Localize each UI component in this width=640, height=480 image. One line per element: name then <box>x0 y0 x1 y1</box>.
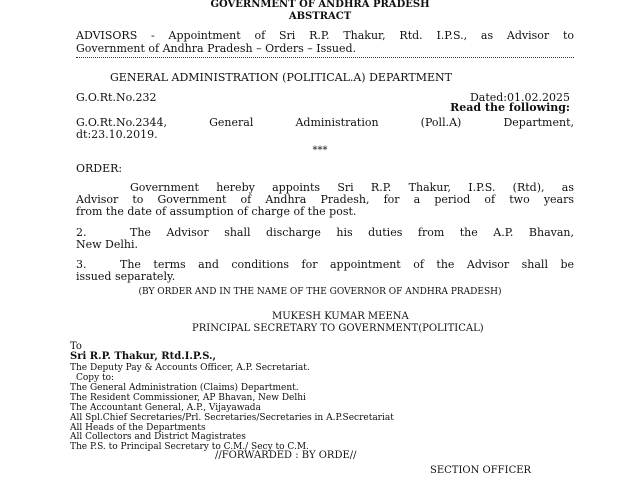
para1-line-2: Advisor to Government of Andhra Pradesh, for a period of two years <box>76 193 574 206</box>
subject-divider <box>76 57 574 58</box>
separator-stars: *** <box>312 145 328 156</box>
by-order-line: (BY ORDER AND IN THE NAME OF THE GOVERNOR OF ANDHRA PRADESH) <box>138 287 502 297</box>
go-number: G.O.Rt.No.232 <box>76 91 157 104</box>
para1-line-3: from the date of assumption of charge of the post. <box>76 205 357 218</box>
read-following: Read the following: <box>450 101 570 114</box>
department-title: GENERAL ADMINISTRATION (POLITICAL.A) DEPARTMENT <box>110 71 452 84</box>
copy-item: The General Administration (Claims) Department. <box>70 383 299 393</box>
para1-line-1: Government hereby appoints Sri R.P. Thakur, I.P.S. (Rtd), as <box>130 181 574 194</box>
section-officer: SECTION OFFICER <box>430 465 532 476</box>
reference-line-1: G.O.Rt.No.2344, General Administration (Poll.A) Department, <box>76 116 574 129</box>
to-label: To <box>70 341 82 352</box>
forwarded-line: //FORWARDED : BY ORDE// <box>215 450 357 461</box>
para2-line-1: The Advisor shall discharge his duties from the A.P. Bhavan, <box>130 226 574 239</box>
copy-item: The Accountant General, A.P., Vijayawada <box>70 403 261 413</box>
order-heading: ORDER: <box>76 162 123 175</box>
copy-item: All Collectors and District Magistrates <box>70 432 246 442</box>
order-date: Dated:01.02.2025 <box>469 91 570 104</box>
signatory-name: MUKESH KUMAR MEENA <box>272 311 409 322</box>
subject-line-2: Government of Andhra Pradesh – Orders – Issued. <box>76 42 357 55</box>
para3-line-1: The terms and conditions for appointment of the Advisor shall be <box>120 258 574 271</box>
signatory-title: PRINCIPAL SECRETARY TO GOVERNMENT(POLITICAL) <box>192 323 484 334</box>
copy-item: All Spl.Chief Secretaries/Prl. Secretaries/Secretaries in A.P.Secretariat <box>70 413 394 423</box>
abstract-heading: ABSTRACT <box>288 11 352 22</box>
para2-number: 2. <box>76 226 87 239</box>
recipient-line: The Deputy Pay & Accounts Officer, A.P. Secretariat. <box>70 363 310 373</box>
para3-line-2: issued separately. <box>76 270 176 283</box>
reference-line-2: dt:23.10.2019. <box>76 128 158 141</box>
para2-line-2: New Delhi. <box>76 238 138 251</box>
copy-item: The Resident Commissioner, AP Bhavan, New Delhi <box>70 393 306 403</box>
addressee: Sri R.P. Thakur, Rtd.I.P.S., <box>70 351 217 362</box>
para3-number: 3. <box>76 258 87 271</box>
copy-item: The P.S. to Principal Secretary to C.M./ Secy to C.M. <box>70 442 309 452</box>
copy-item: All Heads of the Departments <box>70 423 206 433</box>
copy-to-label: Copy to: <box>76 373 115 383</box>
govt-header: GOVERNMENT OF ANDHRA PRADESH <box>210 0 430 10</box>
subject-line-1: ADVISORS - Appointment of Sri R.P. Thakur, Rtd. I.P.S., as Advisor to <box>76 29 574 42</box>
